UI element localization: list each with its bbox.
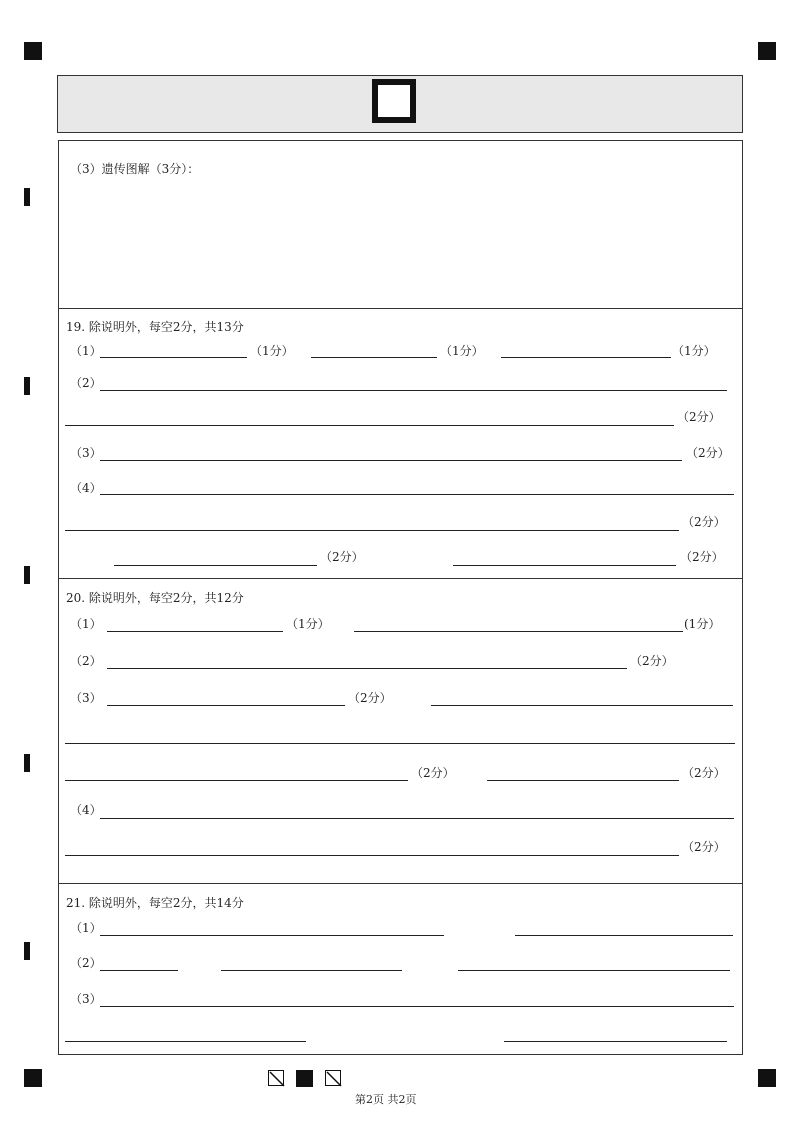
q19-score: （1分） xyxy=(672,344,716,358)
q20-score: （2分） xyxy=(682,840,726,854)
q19-score: （2分） xyxy=(677,410,721,424)
corner-mark-top-left xyxy=(24,42,42,60)
q21-part1-label: （1） xyxy=(70,921,102,935)
answer-blank[interactable] xyxy=(100,357,247,358)
q19-score: （2分） xyxy=(680,550,724,564)
answer-blank[interactable] xyxy=(311,357,437,358)
q21-part3-label: （3） xyxy=(70,992,102,1006)
answer-blank[interactable] xyxy=(504,1041,727,1042)
answer-blank[interactable] xyxy=(100,970,178,971)
q19-title: 19. 除说明外，每空2分，共13分 xyxy=(66,320,244,334)
answer-blank[interactable] xyxy=(501,357,671,358)
q20-score: （2分） xyxy=(630,654,674,668)
corner-mark-bottom-left xyxy=(24,1069,42,1087)
q19-score: （2分） xyxy=(686,446,730,460)
answer-blank[interactable] xyxy=(65,425,674,426)
q20-score: （1分） xyxy=(286,617,330,631)
q21-title: 21. 除说明外，每空2分，共14分 xyxy=(66,896,244,910)
answer-blank[interactable] xyxy=(100,390,727,391)
side-timing-mark xyxy=(24,377,30,395)
answer-blank[interactable] xyxy=(100,1006,734,1007)
q20-score: （2分） xyxy=(348,691,392,705)
q19-score: （1分） xyxy=(440,344,484,358)
q20-score: （2分） xyxy=(682,766,726,780)
side-timing-mark xyxy=(24,188,30,206)
answer-blank[interactable] xyxy=(354,631,683,632)
answer-blank[interactable] xyxy=(65,743,735,744)
q21-part2-label: （2） xyxy=(70,956,102,970)
answer-blank[interactable] xyxy=(431,705,733,706)
q19-part3-label: （3） xyxy=(70,446,102,460)
answer-blank[interactable] xyxy=(107,668,627,669)
q19-score: （2分） xyxy=(320,550,364,564)
answer-blank[interactable] xyxy=(221,970,402,971)
q20-title: 20. 除说明外，每空2分，共12分 xyxy=(66,591,244,605)
slashed-box-mark xyxy=(325,1070,341,1086)
side-timing-mark xyxy=(24,942,30,960)
answer-blank[interactable] xyxy=(487,780,679,781)
side-timing-mark xyxy=(24,754,30,772)
answer-blank[interactable] xyxy=(107,705,345,706)
q19-score: （1分） xyxy=(250,344,294,358)
answer-blank[interactable] xyxy=(515,935,733,936)
answer-section-20 xyxy=(58,578,743,884)
corner-mark-top-right xyxy=(758,42,776,60)
filled-box-mark xyxy=(296,1070,313,1087)
answer-blank[interactable] xyxy=(100,460,682,461)
answer-blank[interactable] xyxy=(65,780,408,781)
answer-blank[interactable] xyxy=(65,530,679,531)
answer-blank[interactable] xyxy=(107,631,283,632)
q19-part4-label: （4） xyxy=(70,481,102,495)
answer-blank[interactable] xyxy=(458,970,730,971)
q19-score: （2分） xyxy=(682,515,726,529)
q20-part4-label: （4） xyxy=(70,803,102,817)
q19-part1-label: （1） xyxy=(70,344,102,358)
answer-blank[interactable] xyxy=(65,855,679,856)
q20-part1-label: （1） xyxy=(70,617,102,631)
answer-blank[interactable] xyxy=(100,935,444,936)
q20-part2-label: （2） xyxy=(70,654,102,668)
slashed-box-mark xyxy=(268,1070,284,1086)
side-timing-mark xyxy=(24,566,30,584)
q20-score: （2分） xyxy=(411,766,455,780)
answer-blank[interactable] xyxy=(65,1041,306,1042)
header-position-square xyxy=(372,79,416,123)
answer-blank[interactable] xyxy=(453,565,676,566)
corner-mark-bottom-right xyxy=(758,1069,776,1087)
page-number: 第2页 共2页 xyxy=(355,1093,417,1106)
answer-blank[interactable] xyxy=(100,494,734,495)
answer-section-19 xyxy=(58,308,743,579)
answer-blank[interactable] xyxy=(100,818,734,819)
q19-part2-label: （2） xyxy=(70,376,102,390)
q20-part3-label: （3） xyxy=(70,691,102,705)
answer-blank[interactable] xyxy=(114,565,317,566)
q20-score: (1分） xyxy=(684,617,721,631)
q18-part3-label: （3）遗传图解（3分）： xyxy=(70,162,200,176)
